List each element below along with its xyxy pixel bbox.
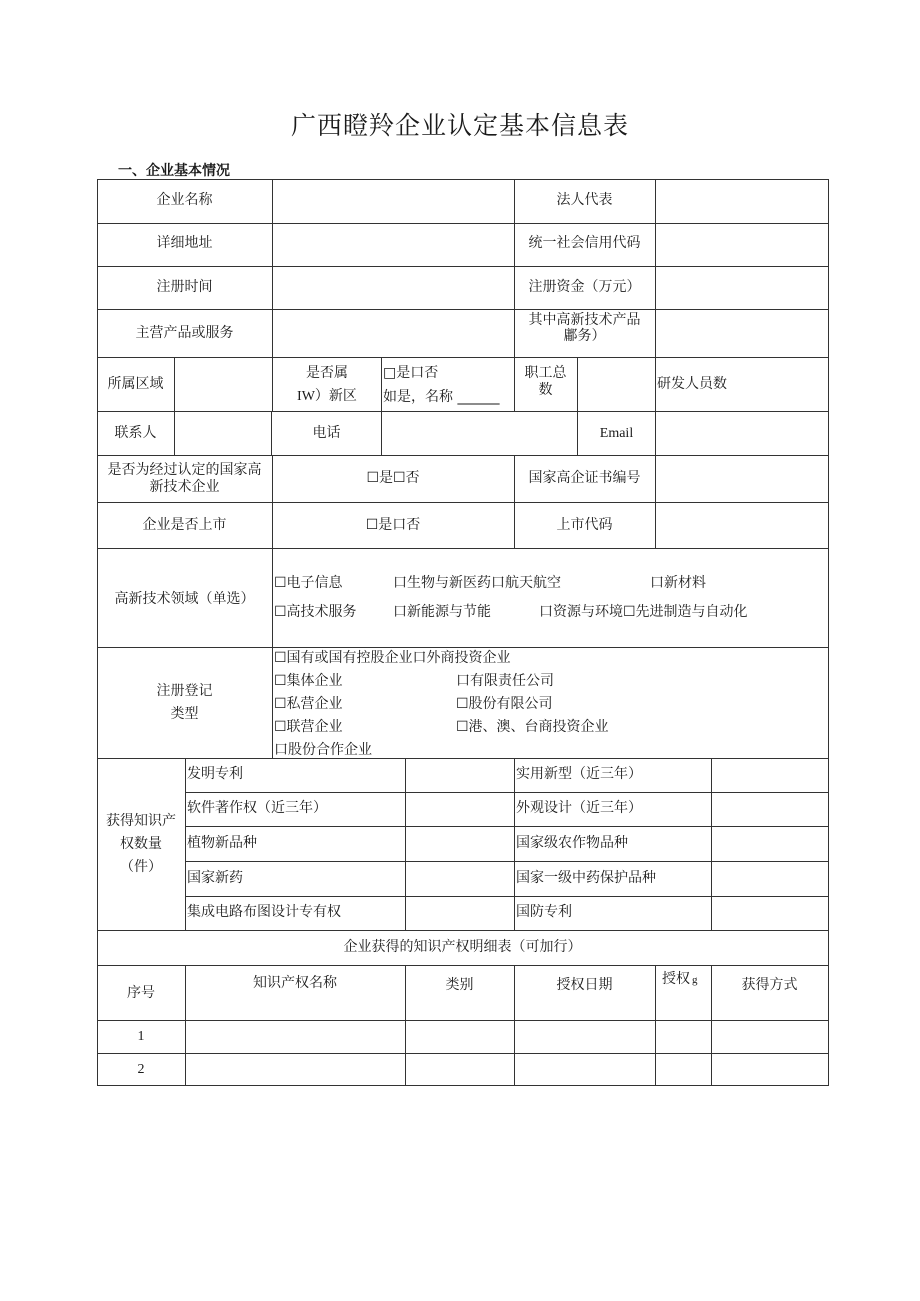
legal-rep-field[interactable]	[656, 180, 828, 223]
credit-code-field[interactable]	[656, 224, 828, 266]
ip-count-field[interactable]	[712, 827, 828, 861]
ip-type-label: 外观设计（近三年）	[516, 800, 642, 816]
header-ip-name: 知识产权名称	[253, 975, 337, 991]
label-address: 详细地址	[156, 235, 213, 251]
hitech-yes-no-checkbox[interactable]: ☐是☐否	[366, 470, 420, 486]
label-reg-time: 注册时间	[156, 279, 213, 295]
zone-name-input[interactable]: 如是，名称 ______	[383, 389, 500, 405]
ip-type-label: 发明专利	[187, 766, 243, 782]
address-field[interactable]	[273, 224, 514, 266]
ip-count-field[interactable]	[712, 793, 828, 826]
table-row-seq: 1	[137, 1029, 145, 1044]
listed-yes-no-checkbox[interactable]: ☐是口否	[365, 517, 421, 533]
ip-type-label: 集成电路布图设计专有权	[187, 904, 341, 920]
label-credit-code: 统一社会信用代码	[528, 235, 641, 251]
ip-detail-caption: 企业获得的知识产权明细表（可加行）	[343, 939, 582, 955]
reg-type-option[interactable]: ☐国有或国有控股企业口外商投资企业	[274, 650, 511, 666]
label-cert-no: 国家高企证书编号	[528, 470, 641, 486]
reg-capital-field[interactable]	[656, 267, 828, 309]
label-reg-type: 注册登记 类型	[156, 683, 213, 722]
ip-type-label: 植物新品种	[187, 835, 257, 851]
label-hitech-products: 其中高新技术产品 鄘务）	[528, 312, 641, 344]
staff-count-field[interactable]	[578, 358, 655, 411]
ip-count-field[interactable]	[406, 827, 514, 861]
ip-count-field[interactable]	[406, 793, 514, 826]
contact-field[interactable]	[175, 412, 271, 455]
stock-code-field[interactable]	[656, 503, 828, 548]
zone-options[interactable]	[383, 361, 513, 409]
reg-type-option[interactable]: ☐集体企业	[274, 673, 343, 689]
label-domain: 高新技术领域（单选）	[114, 591, 255, 607]
ip-count-field[interactable]	[406, 897, 514, 930]
label-rd-staff: 研发人员数	[657, 376, 727, 392]
domain-option[interactable]: 口生物与新医药口航天航空	[393, 575, 561, 591]
label-company-name: 企业名称	[156, 192, 213, 208]
company-name-field[interactable]	[273, 180, 514, 223]
hitech-products-field[interactable]	[656, 310, 828, 357]
section-heading: 一、企业基本情况	[118, 163, 230, 179]
ip-type-label: 软件著作权（近三年）	[187, 800, 327, 816]
reg-type-option[interactable]: 口股份合作企业	[274, 742, 372, 758]
ip-type-label: 国家一级中药保护品种	[516, 870, 656, 886]
header-grant-date: 授权日期	[556, 977, 613, 993]
header-method: 获得方式	[741, 977, 798, 993]
reg-type-option[interactable]: ☐联营企业	[274, 719, 343, 735]
ip-type-label: 国家级农作物品种	[516, 835, 628, 851]
ip-count-field[interactable]	[712, 862, 828, 896]
domain-option[interactable]: 口资源与环境☐先进制造与自动化	[539, 604, 748, 620]
domain-option[interactable]: 口新材料	[650, 575, 706, 591]
label-is-zone: 是否属 IW）新区	[297, 365, 357, 404]
ip-count-field[interactable]	[712, 897, 828, 930]
ip-type-label: 实用新型（近三年）	[516, 766, 642, 782]
table-row-seq: 2	[137, 1062, 145, 1077]
label-phone: 电话	[312, 425, 341, 441]
main-products-field[interactable]	[273, 310, 514, 357]
label-stock-code: 上市代码	[556, 517, 613, 533]
label-email: Email	[599, 426, 634, 441]
header-category: 类别	[445, 977, 474, 993]
label-region: 所属区域	[107, 376, 164, 392]
label-ip-count: 获得知识产 权数量 （件）	[106, 813, 176, 875]
cert-no-field[interactable]	[656, 456, 828, 502]
label-listed: 企业是否上市	[142, 517, 227, 533]
reg-time-field[interactable]	[273, 267, 514, 309]
domain-option[interactable]: 口新能源与节能	[393, 604, 491, 620]
ip-count-field[interactable]	[406, 862, 514, 896]
page-title: 广西瞪羚企业认定基本信息表	[290, 111, 629, 140]
label-staff: 职工总 数	[524, 365, 567, 398]
header-seq: 序号	[127, 985, 155, 1001]
reg-type-option[interactable]: ☐港、澳、台商投资企业	[456, 719, 609, 735]
label-reg-capital: 注册资金（万元）	[528, 279, 641, 295]
label-hitech-cert: 是否为经过认定的国家高 新技术企业	[107, 462, 262, 495]
label-main-products: 主营产品或服务	[135, 325, 234, 341]
reg-type-option[interactable]: ☐私营企业	[274, 696, 343, 712]
ip-type-label: 国家新药	[187, 870, 243, 886]
region-field[interactable]	[175, 358, 272, 411]
header-grant: 授权 g	[662, 971, 698, 987]
reg-type-option[interactable]: 口有限责任公司	[456, 673, 554, 689]
zone-yes-no-checkbox[interactable]: □是口否	[383, 365, 439, 381]
ip-count-field[interactable]	[406, 759, 514, 792]
ip-count-field[interactable]	[712, 759, 828, 792]
domain-option[interactable]: ☐电子信息	[274, 575, 343, 591]
email-field[interactable]	[656, 412, 828, 455]
label-contact: 联系人	[114, 425, 157, 441]
phone-field[interactable]	[382, 412, 577, 455]
ip-type-label: 国防专利	[516, 904, 572, 920]
table-row[interactable]	[186, 1054, 828, 1085]
reg-type-option[interactable]: ☐股份有限公司	[456, 696, 553, 712]
label-legal-rep: 法人代表	[556, 192, 613, 208]
table-row[interactable]	[186, 1021, 828, 1053]
domain-option[interactable]: ☐高技术服务	[274, 604, 357, 620]
